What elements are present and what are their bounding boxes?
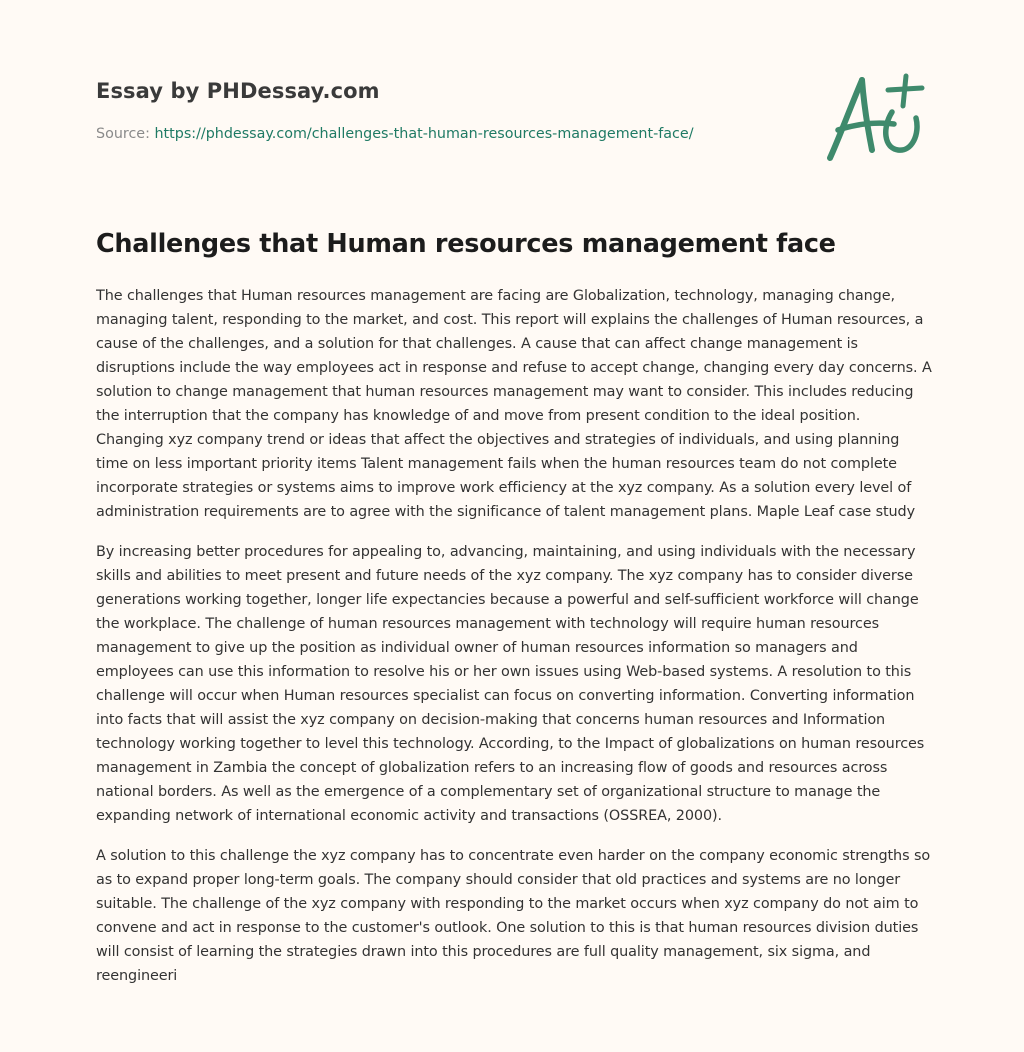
essay-paragraph: A solution to this challenge the xyz company has to concentrate even harder on the company economic strengths so as to expand proper long-term goals. The company should consider that old practices and systems are no longer suitable. The challenge of the xyz company with responding to the market occurs when xyz company do not aim to convene and act in response to the customer's outlook. One solution to this is that human resources division duties will consist of learning the strategies drawn into this procedures are full quality management, six sigma, and reengineeri	[96, 848, 931, 984]
source-label: Source:	[96, 126, 155, 142]
essay-paragraph: The challenges that Human resources management are facing are Globalization, technology, managing change, managing talent, responding to the market, and cost. This report will explains the challenges of Human resources, a cause of the challenges, and a solution for that challenges. A cause that can affect change management is disruptions include the way employees act in response and refuse to accept change, changing every day concerns. A solution to change management that human resources management may want to consider. This includes reducing the interruption that the company has knowledge of and move from present condition to the ideal position. Changing xyz company trend or ideas that affect the objectives and strategies of individuals, and using planning time on less important priority items Talent management fails when the human resources team do not complete incorporate strategies or systems aims to improve work efficiency at the xyz company. As a solution every level of administration requirements are to agree with the significance of talent management plans. Maple Leaf case study	[96, 288, 932, 520]
source-link[interactable]: https://phdessay.com/challenges-that-human-resources-management-face/	[154, 126, 694, 142]
a-plus-grade-icon	[822, 66, 930, 166]
source-line	[96, 124, 694, 144]
essay-paragraph: By increasing better procedures for appealing to, advancing, maintaining, and using individuals with the necessary skills and abilities to meet present and future needs of the xyz company. The xyz company has to consider diverse generations working together, longer life expectancies because a powerful and self-sufficient workforce will change the workplace. The challenge of human resources management with technology will require human resources management to give up the position as individual owner of human resources information so managers and employees can use this information to resolve his or her own issues using Web-based systems. A resolution to this challenge will occur when Human resources specialist can focus on converting information. Converting information into facts that will assist the xyz company on decision-making that concerns human resources and Information technology working together to level this technology. According, to the Impact of globalizations on human resources management in Zambia the concept of globalization refers to an increasing flow of goods and resources across national borders. As well as the emergence of a complementary set of organizational structure to manage the expanding network of international economic activity and transactions (OSSREA, 2000).	[96, 544, 925, 824]
site-title: Essay by PHDessay.com	[96, 79, 380, 103]
site-header	[96, 78, 816, 142]
essay-title: Challenges that Human resources management face	[96, 229, 836, 259]
essay-body	[96, 284, 932, 1050]
